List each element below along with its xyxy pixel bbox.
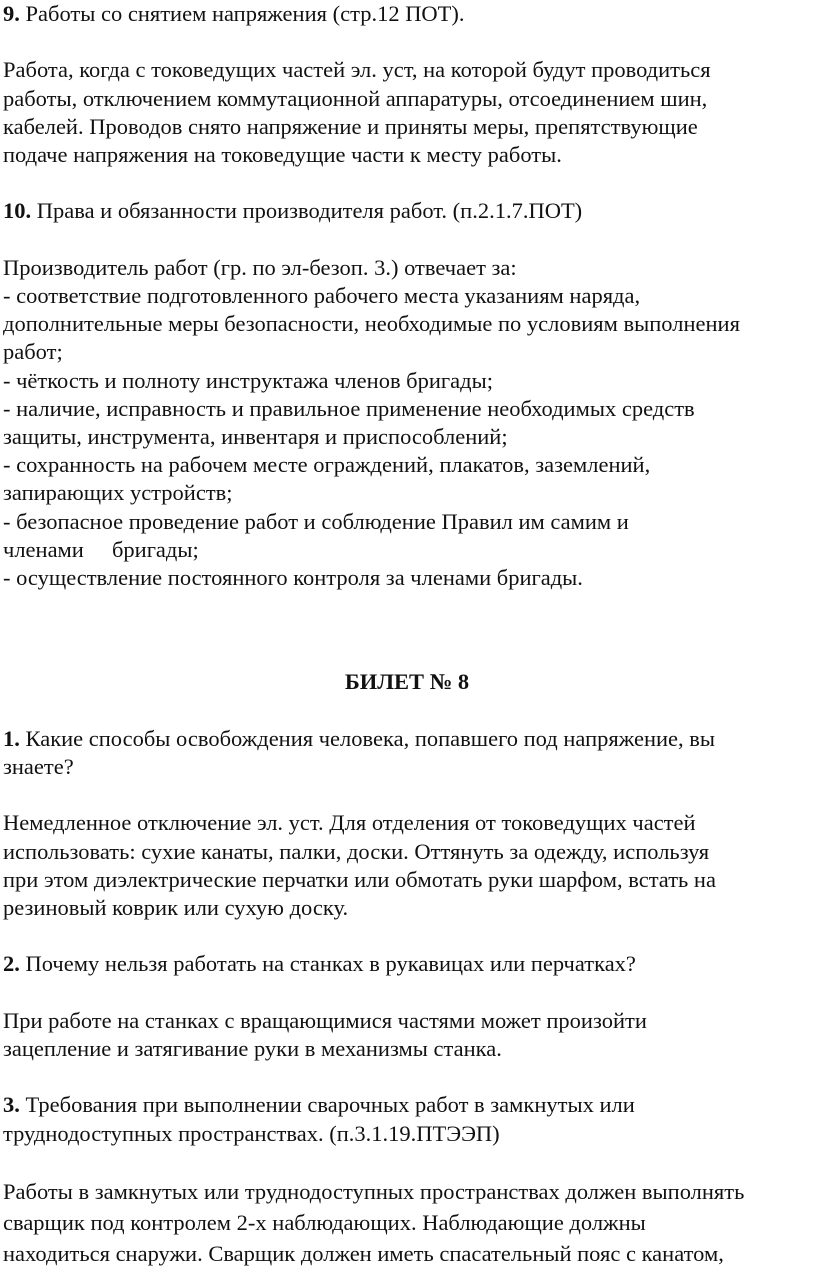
answer-9-line: подаче напряжения на токоведущие части к месту работы. — [3, 142, 562, 167]
answer-10-line: запирающих устройств; — [3, 480, 233, 506]
ticket-heading: БИЛЕТ № 8 — [344, 669, 470, 695]
answer-9 — [3, 56, 811, 169]
ticket-question-1-title-text: Какие способы освобождения человека, попавшего под напряжение, вы — [19, 725, 716, 751]
ticket-question-3-title-text: Требования при выполнении сварочных работ в замкнутых или — [19, 1092, 635, 1118]
ticket-question-2 — [3, 950, 811, 978]
ticket-question-3-title-cont: труднодоступных пространствах. (п.3.1.19.ПТЭЭП) — [3, 1120, 500, 1146]
ticket-question-1-title — [3, 725, 811, 753]
answer-10-line: Производитель работ (гр. по эл-безоп. 3.) отвечает за: — [3, 254, 517, 280]
ticket-answer-3-line: сварщик под контролем 2-х наблюдающих. Наблюдающие должны — [3, 1209, 646, 1235]
ticket-question-2-number: 2. — [3, 951, 20, 977]
answer-10-line: дополнительные меры безопасности, необходимые по условиям выполнения — [3, 311, 740, 337]
question-10-number: 10. — [3, 198, 32, 224]
answer-10-line: защиты, инструмента, инвентаря и приспособлений; — [3, 424, 508, 449]
question-10 — [3, 197, 811, 225]
answer-10-line: работ; — [3, 339, 63, 365]
ticket-question-3-number: 3. — [3, 1092, 20, 1118]
ticket-question-2-title-text: Почему нельзя работать на станках в рукавицах или перчатках? — [19, 951, 636, 977]
ticket-answer-1 — [3, 809, 811, 922]
question-10-title — [3, 197, 811, 225]
ticket-question-2-title — [3, 950, 811, 978]
ticket-question-3-title — [3, 1091, 811, 1119]
ticket-question-1-number: 1. — [3, 725, 20, 751]
ticket-answer-1-line: Немедленное отключение эл. уст. Для отделения от токоведущих частей — [3, 810, 696, 836]
question-9 — [3, 0, 811, 28]
answer-10-line: - безопасное проведение работ и соблюдение Правил им самим и — [3, 508, 629, 534]
ticket-question-1-title-cont: знаете? — [3, 754, 74, 779]
answer-10-line: - чёткость и полноту инструктажа членов бригады; — [3, 367, 493, 393]
ticket-answer-3-line: находиться снаружи. Сварщик должен иметь спасательный пояс с канатом, — [3, 1240, 724, 1266]
answer-10-line: - соответствие подготовленного рабочего места указаниям наряда, — [3, 282, 641, 308]
question-9-title — [3, 0, 811, 28]
ticket-answer-2-line: зацепление и затягивание руки в механизмы станка. — [3, 1035, 502, 1061]
answer-10-line: - сохранность на рабочем месте ограждений, плакатов, заземлений, — [3, 452, 651, 478]
ticket-question-3 — [3, 1091, 811, 1147]
answer-10-line: - осуществление постоянного контроля за членами бригады. — [3, 565, 583, 591]
answer-9-line: Работа, когда с токоведущих частей эл. уст, на которой будут проводиться — [3, 57, 711, 83]
ticket-answer-2-line: При работе на станках с вращающимися частями может произойти — [3, 1007, 647, 1033]
ticket-answer-2 — [3, 1007, 811, 1063]
ticket-answer-1-line: резиновый коврик или сухую доску. — [3, 895, 349, 920]
ticket-answer-1-line: использовать: сухие канаты, палки, доски. Оттянуть за одежду, используя — [3, 838, 710, 864]
answer-9-line: работы, отключением коммутационной аппаратуры, отсоединением шин, — [3, 85, 708, 111]
answer-9-line: кабелей. Проводов снято напряжение и приняты меры, препятствующие — [3, 113, 698, 139]
question-9-title-text: Работы со снятием напряжения (стр.12 ПОТ). — [19, 1, 465, 26]
question-10-title-text: Права и обязанности производителя работ. (п.2.1.7.ПОТ) — [31, 198, 583, 224]
question-9-number: 9. — [3, 1, 20, 26]
answer-10-line: членами бригады; — [3, 536, 199, 562]
document-page — [3, 0, 811, 1269]
ticket-answer-3 — [3, 1176, 811, 1269]
ticket-answer-3-line: Работы в замкнутых или труднодоступных пространствах должен выполнять — [3, 1178, 745, 1204]
answer-10-line: - наличие, исправность и правильное применение необходимых средств — [3, 395, 695, 421]
ticket-question-1 — [3, 725, 811, 781]
ticket-answer-1-line: при этом диэлектрические перчатки или обмотать руки шарфом, встать на — [3, 866, 716, 892]
answer-10 — [3, 254, 811, 592]
